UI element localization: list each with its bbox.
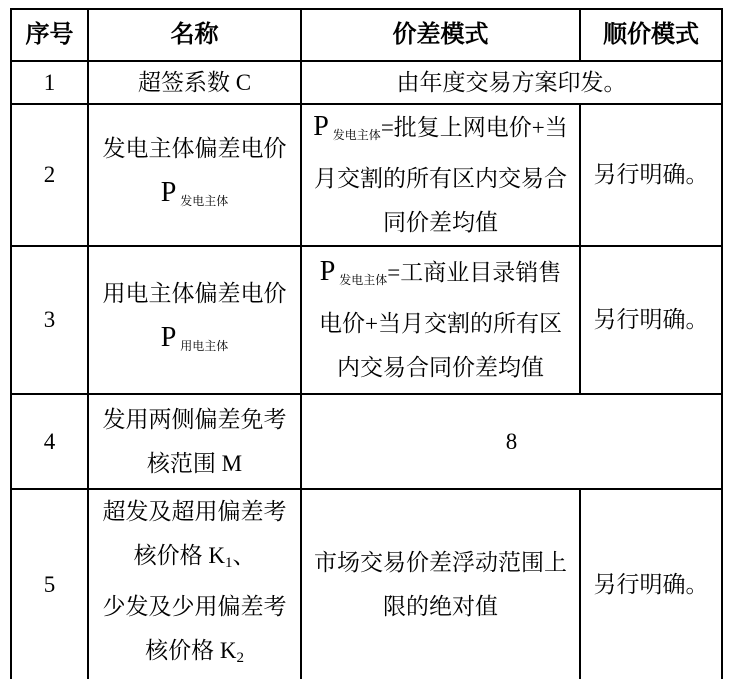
row3-pricediff-formula bbox=[301, 246, 580, 394]
row5-name-line2-text: 核价格 K bbox=[133, 543, 225, 568]
row5-name-line4 bbox=[89, 629, 300, 679]
row5-name-line2-tail: 、 bbox=[232, 543, 256, 568]
row2-name-symbol: P bbox=[160, 177, 177, 208]
row2-formula-symbol: P bbox=[313, 111, 329, 142]
row3-name bbox=[88, 246, 301, 394]
row3-name-subscript: 用电主体 bbox=[180, 339, 229, 353]
row1-name: 超签系数 C bbox=[88, 61, 301, 104]
row2-formula-line1-rest: =批复上网电价+当 bbox=[380, 115, 568, 140]
row4-name-line2: 核范围 M bbox=[146, 450, 243, 476]
row2-name-symbol-line bbox=[89, 171, 300, 223]
row5-shunjia-value: 另行明确。 bbox=[580, 489, 722, 679]
row2-name-line1: 发电主体偏差电价 bbox=[102, 136, 287, 161]
table-row-3 bbox=[11, 246, 722, 394]
row2-shunjia-value: 另行明确。 bbox=[580, 104, 722, 246]
row3-name-line1: 用电主体偏差电价 bbox=[102, 281, 287, 306]
row5-pricediff-description bbox=[301, 489, 580, 679]
row4-number: 4 bbox=[11, 394, 88, 489]
row3-formula-line2: 电价+当月交割的所有区 bbox=[319, 311, 562, 336]
row5-k1-subscript: 1 bbox=[224, 555, 233, 571]
row4-name bbox=[88, 394, 301, 489]
row2-formula-line3: 同价差均值 bbox=[383, 210, 498, 235]
row1-number: 1 bbox=[11, 61, 88, 104]
row5-pricediff-line1: 市场交易价差浮动范围上 bbox=[314, 550, 567, 575]
row2-formula-line2: 月交割的所有区内交易合 bbox=[314, 166, 567, 191]
row2-name-subscript: 发电主体 bbox=[180, 194, 229, 208]
row5-k2-subscript: 2 bbox=[236, 650, 244, 666]
row4-name-line1: 发用两侧偏差免考 bbox=[102, 406, 287, 432]
row5-pricediff-line2: 限的绝对值 bbox=[383, 594, 498, 619]
row5-name bbox=[88, 489, 301, 679]
row3-formula-line3: 内交易合同价差均值 bbox=[337, 355, 544, 380]
row5-name-line2 bbox=[89, 534, 300, 585]
row3-formula-line1-rest: =工商业目录销售 bbox=[387, 260, 562, 285]
header-cell-name: 名称 bbox=[88, 9, 301, 61]
row5-name-line3: 少发及少用偏差考 bbox=[102, 594, 287, 619]
parameter-table bbox=[10, 8, 723, 679]
row3-name-symbol: P bbox=[160, 322, 177, 353]
table-row-1 bbox=[11, 61, 722, 104]
row2-formula-line1 bbox=[302, 105, 579, 157]
header-cell-pricediff-mode: 价差模式 bbox=[301, 9, 580, 61]
row3-formula-subscript: 发电主体 bbox=[339, 273, 388, 287]
row2-number: 2 bbox=[11, 104, 88, 246]
header-row bbox=[11, 9, 722, 61]
row3-formula-line1 bbox=[302, 250, 579, 302]
row3-formula-symbol: P bbox=[319, 256, 336, 287]
table-row-2 bbox=[11, 104, 722, 246]
row3-name-symbol-line bbox=[89, 316, 300, 368]
table-row-4 bbox=[11, 394, 722, 489]
header-cell-no: 序号 bbox=[11, 9, 88, 61]
row4-merged-value: 8 bbox=[301, 394, 722, 489]
row5-name-line4-text: 核价格 K bbox=[145, 638, 237, 663]
row2-pricediff-formula bbox=[301, 104, 580, 246]
row3-shunjia-value: 另行明确。 bbox=[580, 246, 722, 394]
row5-name-line1: 超发及超用偏差考 bbox=[102, 499, 287, 524]
header-cell-shunjia-mode: 顺价模式 bbox=[580, 9, 722, 61]
row2-formula-subscript: 发电主体 bbox=[332, 128, 381, 142]
row2-name bbox=[88, 104, 301, 246]
table-row-5 bbox=[11, 489, 722, 679]
row5-number: 5 bbox=[11, 489, 88, 679]
row3-number: 3 bbox=[11, 246, 88, 394]
row1-merged-value: 由年度交易方案印发。 bbox=[301, 61, 722, 104]
